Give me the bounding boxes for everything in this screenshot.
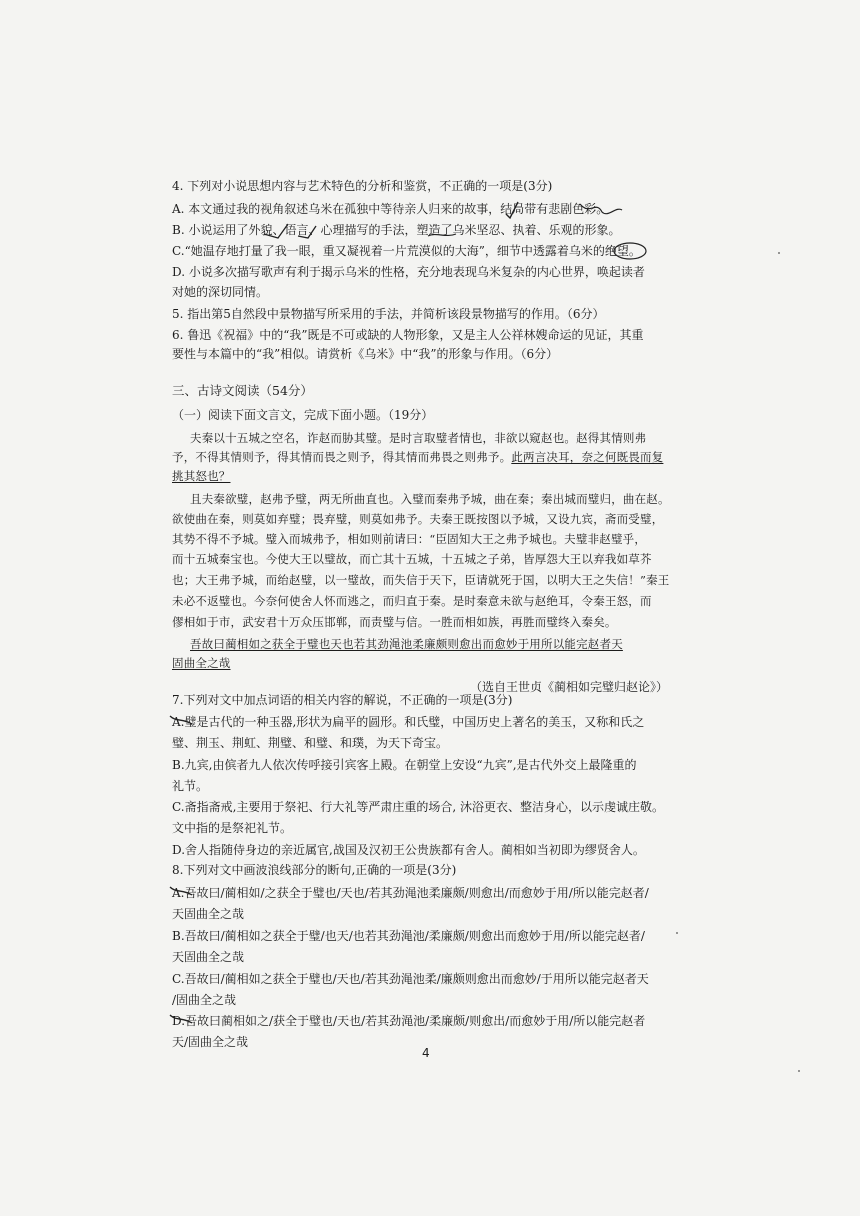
q8-option-b-line2: 天固曲全之哉 [172, 950, 245, 964]
handwritten-strike-icon [168, 883, 194, 901]
passage-p2-line3: 其势不得不予城。璧入而城弗予，相如则前请曰：“臣固知大王之弗予城也。夫璧非赵璧乎， [172, 532, 647, 546]
q7-option-c-line2: 文中指的是祭祀礼节。 [172, 821, 293, 835]
q8-option-a-line1: A.吾故曰/蔺相如/之获全于璧也/天也/若其劲渑池柔廉颇/则愈出/而愈妙于用/所以能完赵者/ [172, 886, 649, 900]
passage-p1-line3: 挑其怒也？ [172, 469, 231, 483]
q6-line1: 6. 鲁迅《祝福》中的“我”既是不可或缺的人物形象，又是主人公祥林嫂命运的见证，其重 [172, 328, 644, 342]
q6-line2: 要性与本篇中的“我”相似。请赏析《乌米》中“我”的形象与作用。（6分） [172, 347, 559, 361]
q8-option-c-line1: C.吾故曰/蔺相如之获全于璧也/天也/若其劲渑池柔/廉颇则愈出而愈妙/于用所以能完赵者天 [172, 972, 649, 986]
passage-p1-line1: 夫秦以十五城之空名，诈赵而胁其璧。是时言取璧者情也，非欲以窥赵也。赵得其情则弗 [190, 431, 647, 445]
passage-p1-line2 [172, 449, 663, 465]
q8-option-a-line2: 天固曲全之哉 [172, 907, 245, 921]
q8-option-d-line1: D.吾故曰蔺相如之/获全于璧也/天也/若其劲渑池/柔廉颇/则愈出/而愈妙于用/所以能完赵者 [172, 1014, 646, 1028]
q7-option-b-line2: 礼节。 [172, 779, 209, 793]
q8-option-c-line2: /固曲全之哉 [172, 993, 237, 1007]
q4-option-a: A. 本文通过我的视角叙述乌米在孤独中等待亲人归来的故事，结局带有悲剧色彩。 [172, 202, 609, 216]
handwritten-strike-icon [168, 712, 194, 730]
passage-p2-line2: 欲使曲在秦，则莫如弃璧；畏弃璧，则莫如弗予。夫秦王既按图以予城，又设九宾，斋而受璧， [172, 512, 664, 526]
passage-underlined-sentence: 此两言决耳，奈之何既畏而复 [511, 450, 664, 464]
passage-p1-line2-text: 予，不得其情则予，得其情而畏之则予，得其情而弗畏之则弗予。 [172, 450, 512, 464]
q5-stem: 5. 指出第5自然段中景物描写所采用的手法，并简析该段景物描写的作用。（6分） [172, 307, 605, 321]
handwritten-checkmark-icon [470, 196, 630, 222]
passage-p3-line1: 吾故曰蔺相如之获全于璧也天也若其劲渑池柔廉颇则愈出而愈妙于用所以能完赵者天 [190, 637, 623, 651]
handwritten-underline-icon [260, 218, 480, 240]
handwritten-strike-icon [168, 1011, 194, 1029]
passage-p2-line5: 也；大王弗予城，而绐赵璧，以一璧故，而失信于天下，臣请就死于国，以明大王之失信！”秦王 [172, 573, 670, 587]
q4-option-b: B. 小说运用了外貌、语言、心理描写的手法，塑造了乌米坚忍、执着、乐观的形象。 [172, 223, 621, 237]
scan-speck [676, 932, 678, 934]
passage-p2-line4: 而十五城秦宝也。今使大王以璧故，而亡其十五城，十五城之子弟，皆厚怨大王以弃我如草芥 [172, 552, 652, 566]
scan-speck [798, 1070, 800, 1072]
q8-stem: 8.下列对文中画波浪线部分的断句,正确的一项是(3分) [172, 863, 457, 877]
q7-option-c-line1: C.斋指斋戒,主要用于祭祀、行大礼等严肃庄重的场合, 沐浴更衣、整洁身心，以示虔诚庄敬。 [172, 800, 665, 814]
passage-p2-line1: 且夫秦欲璧，赵弗予璧，两无所曲直也。入璧而秦弗予城，曲在秦；秦出城而璧归，曲在赵。 [190, 492, 670, 506]
scan-speck [778, 252, 780, 254]
q7-option-a-line2: 璧、荆玉、荆虹、荆璧、和璧、和璞，为天下奇宝。 [172, 736, 449, 750]
q7-option-a-line1: A.璧是古代的一种玉器,形状为扁平的圆形。和氏璧，中国历史上著名的美玉，又称和氏之 [172, 715, 645, 729]
page-number: 4 [422, 1046, 430, 1060]
q4-option-c: C.“她温存地打量了我一眼，重又凝视着一片荒漠似的大海”，细节中透露着乌米的绝望。 [172, 244, 641, 258]
q7-option-d: D.舍人指随侍身边的亲近属官,战国及汉初王公贵族都有舍人。蔺相如当初即为缪贤舍人。 [172, 843, 645, 857]
passage-p3-line2: 固曲全之哉 [172, 656, 231, 670]
q4-option-d-line1: D. 小说多次描写歌声有利于揭示乌米的性格，充分地表现乌米复杂的内心世界，唤起读者 [172, 265, 645, 279]
q4-stem: 4. 下列对小说思想内容与艺术特色的分析和鉴赏，不正确的一项是(3分) [172, 179, 553, 193]
q7-option-b-line1: B.九宾,由傧者九人依次传呼接引宾客上殿。在朝堂上安设“九宾”,是古代外交上最隆重的 [172, 758, 637, 772]
q7-stem: 7.下列对文中加点词语的相关内容的解说，不正确的一项是(3分) [172, 693, 513, 707]
passage-p2-line6: 未必不返璧也。今奈何使舍人怀而逃之，而归直于秦。是时秦意未欲与赵绝耳，令秦王怒，而 [172, 594, 652, 608]
passage-p2-line7: 僇相如于市，武安君十万众压邯郸，而责璧与信。一胜而相如族，再胜而璧终入秦矣。 [172, 615, 617, 629]
section-3-sub1: （一）阅读下面文言文，完成下面小题。（19分） [172, 408, 434, 422]
q8-option-d-line2: 天/固曲全之哉 [172, 1035, 249, 1049]
section-3-title: 三、古诗文阅读（54分） [172, 383, 313, 398]
passage-source: （选自王世贞《蔺相如完璧归赵论》） [470, 680, 669, 694]
q8-option-b-line1: B.吾故曰/蔺相如之获全于璧/也天/也若其劲渑池/柔廉颇/则愈出而愈妙于用/所以能完赵者/ [172, 929, 645, 943]
q4-option-d-line2: 对她的深切同情。 [172, 285, 269, 299]
handwritten-circle-icon [600, 240, 680, 262]
